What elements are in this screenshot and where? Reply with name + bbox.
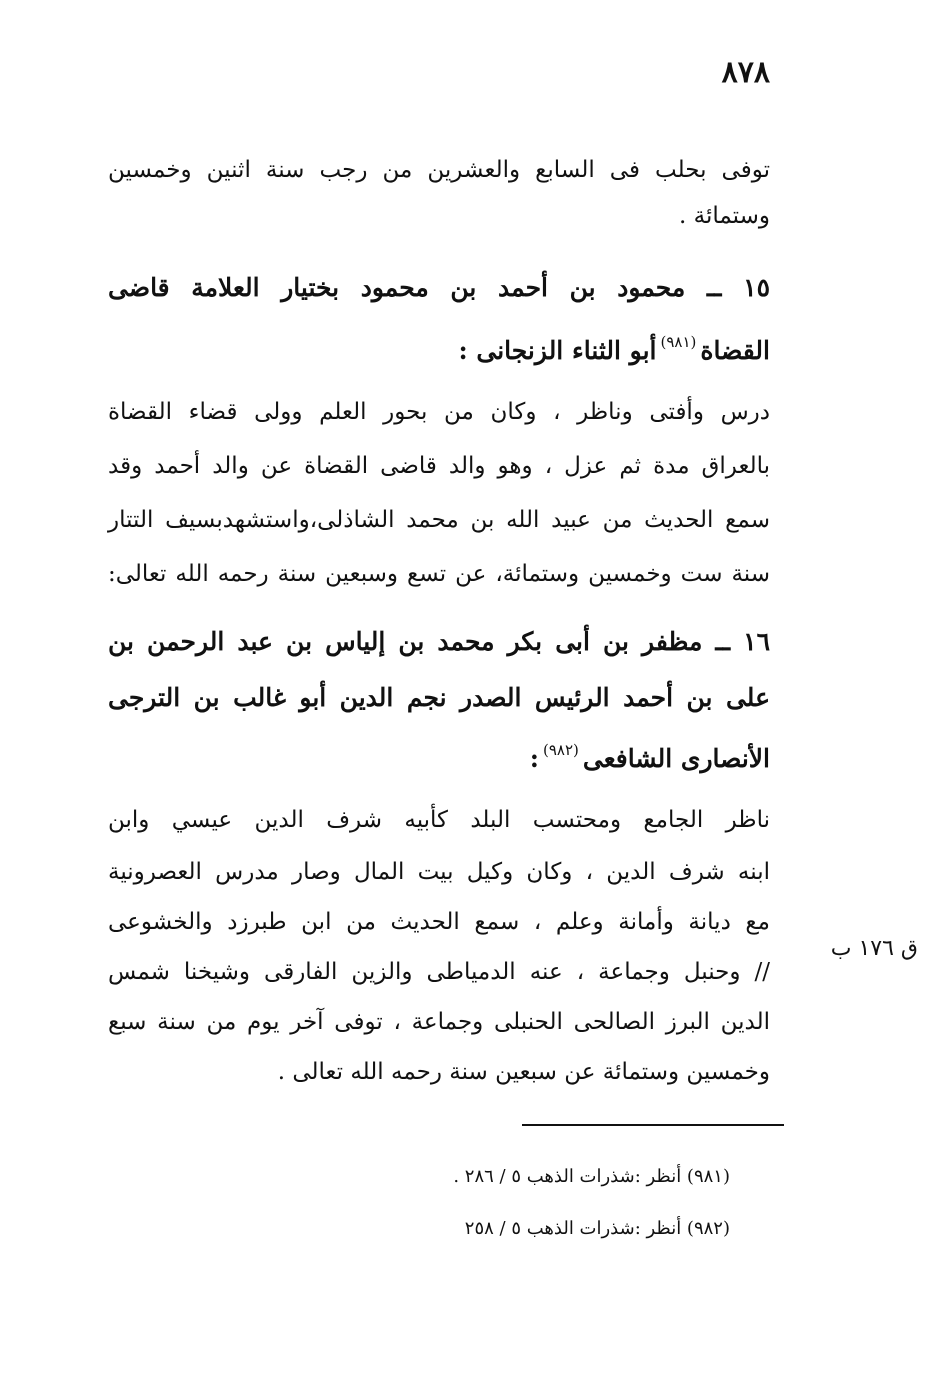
entry-16-heading-line: ١٦ ــ مظفر بن أبى بكر محمد بن إلياس بن عبد الرحمن بن — [108, 627, 770, 656]
entry-16-heading-colon: : — [529, 744, 539, 773]
entry-15-body-line: درس وأفتى وناظر ، وكان من بحور العلم وولى قضاء القضاة — [108, 399, 770, 425]
footnote-ref-981: (٩٨١) — [660, 333, 697, 351]
footnote-divider — [522, 1124, 784, 1126]
entry-16-body-line: ابنه شرف الدين ، وكان وكيل بيت المال وصار مدرس العصرونية — [108, 859, 770, 885]
entry-16-heading-line: على بن أحمد الرئيس الصدر نجم الدين أبو غالب بن الترجى — [108, 683, 770, 712]
entry-15-heading-word: القضاة — [700, 336, 770, 365]
entry-16-heading-line — [108, 730, 770, 779]
margin-note: ق ١٧٦ ب — [830, 936, 918, 961]
footnote-982: (٩٨٢) أنظر :شذرات الذهب ٥ / ٢٥٨ — [464, 1218, 730, 1239]
entry-16-body-line: ناظر الجامع ومحتسب البلد كأبيه شرف الدين عيسي وابن — [108, 807, 770, 833]
entry-15-heading-line: ١٥ ــ محمود بن أحمد بن محمود بختيار العلامة قاضى — [108, 273, 770, 302]
entry-15-heading-line — [108, 322, 770, 371]
entry-16-body-line: مع ديانة وأمانة وعلم ، سمع الحديث من ابن طبرزد والخشوعى — [108, 909, 770, 935]
entry-15-body-line: سنة ست وخمسين وستمائة، عن تسع وسبعين سنة رحمه الله تعالى: — [108, 561, 770, 587]
intro-line: وستمائة . — [679, 203, 770, 229]
intro-line: توفى بحلب فى السابع والعشرين من رجب سنة اثنين وخمسين — [108, 157, 770, 183]
entry-15-body-line: سمع الحديث من عبيد الله بن محمد الشاذلى،واستشهدبسيف التتار — [108, 507, 770, 533]
entry-16-body-line: وخمسين وستمائة عن سبعين سنة رحمه الله تعالى . — [277, 1059, 770, 1085]
entry-16-body-line: // وحنبل وجماعة ، عنه الدمياطى والزين الفارقى وشيخنا شمس — [108, 959, 770, 985]
entry-15-heading-rest: أبو الثناء الزنجانى : — [458, 336, 657, 365]
entry-15-body-line: بالعراق مدة ثم عزل ، وهو والد قاضى القضاة عن والد أحمد وقد — [108, 453, 770, 479]
entry-16-body-line: الدين البرز الصالحى الحنبلى وجماعة ، توفى آخر يوم من سنة سبع — [108, 1009, 770, 1035]
footnote-981: (٩٨١) أنظر :شذرات الذهب ٥ / ٢٨٦ . — [453, 1166, 730, 1187]
entry-16-heading-word: الأنصارى الشافعى — [582, 744, 770, 773]
page-number: ٨٧٨ — [721, 55, 770, 90]
footnote-ref-982: (٩٨٢) — [542, 741, 579, 759]
